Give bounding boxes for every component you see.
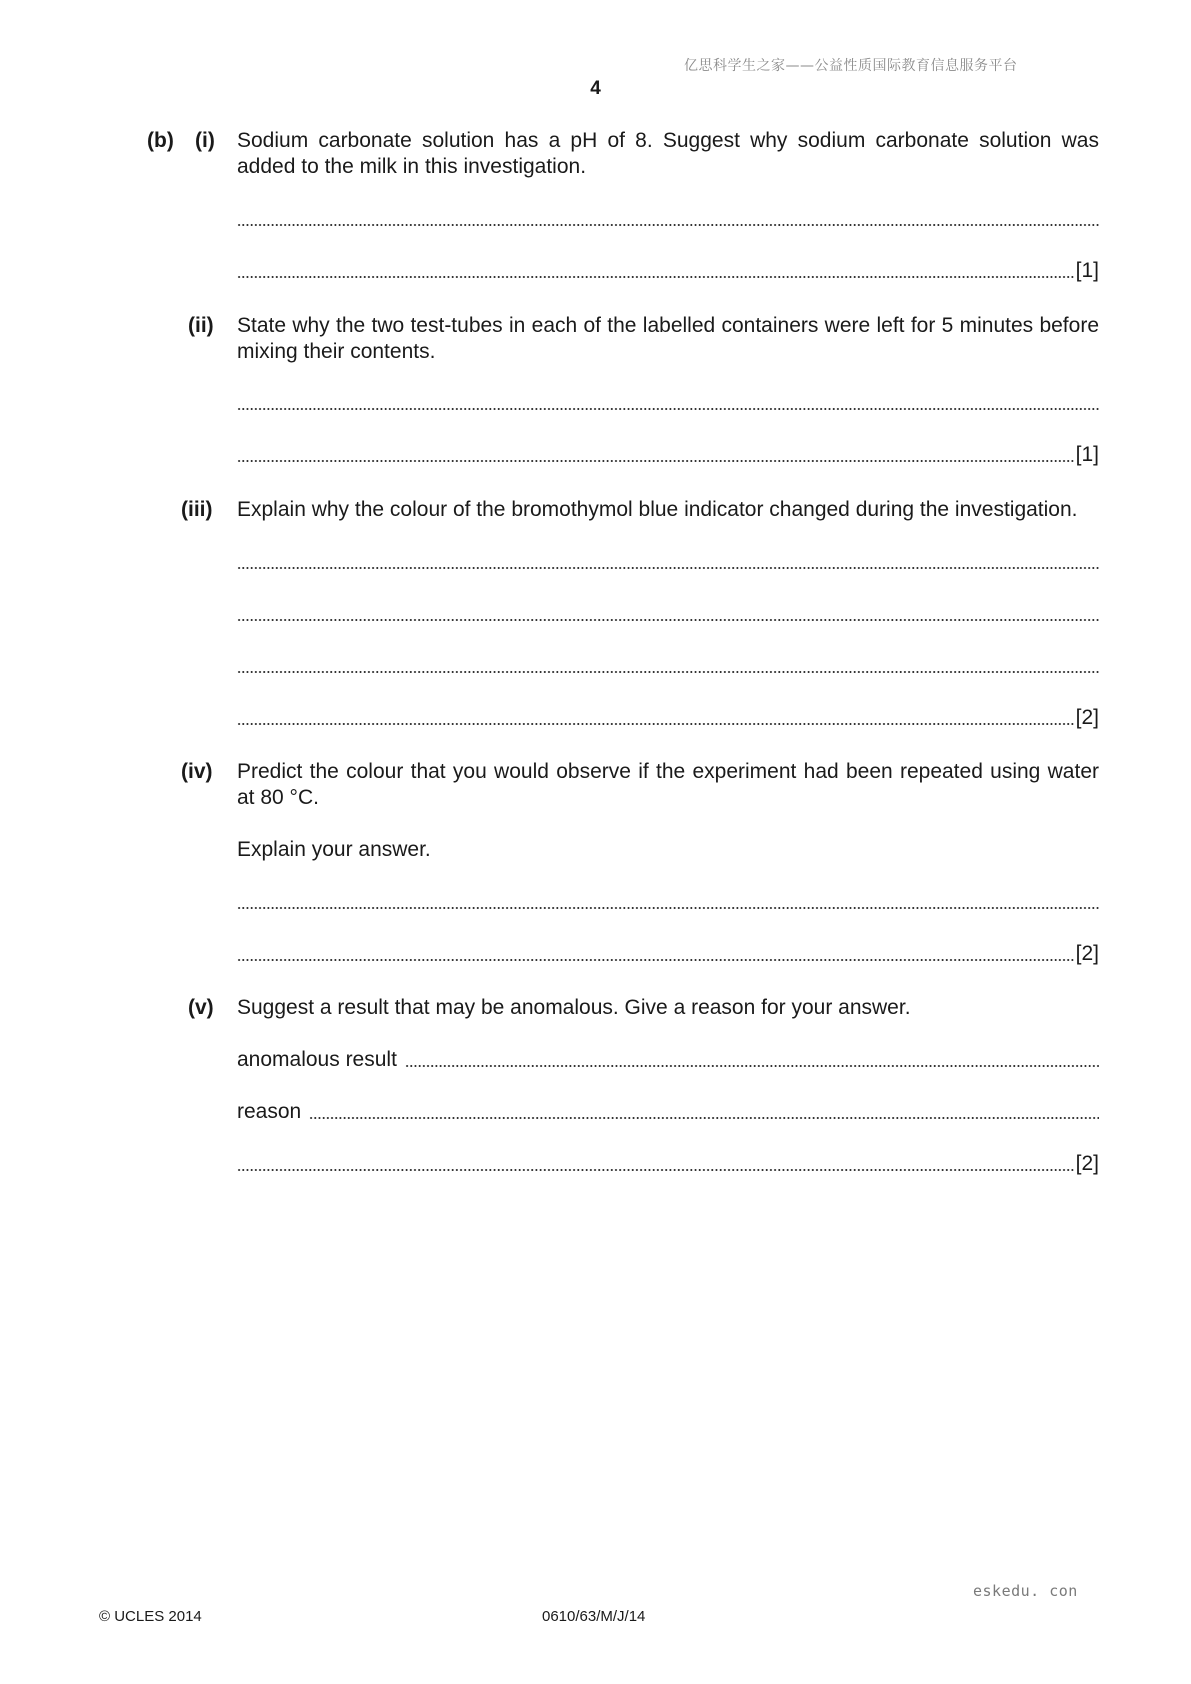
part-i-answer-line-2[interactable] — [237, 258, 1099, 284]
part-iii-mark: [2] — [1075, 706, 1099, 729]
part-iii-answer-line-2[interactable] — [237, 601, 1099, 627]
part-v-label: (v) — [188, 996, 214, 1019]
part-ii-label: (ii) — [188, 314, 214, 337]
reason-label: reason — [237, 1100, 302, 1123]
part-ii-answer-line-2[interactable] — [237, 442, 1099, 468]
part-iv-label: (iv) — [181, 760, 213, 783]
part-i-answer-line-1[interactable] — [237, 206, 1099, 232]
part-iv-subtext: Explain your answer. — [237, 838, 431, 861]
part-iv-mark: [2] — [1075, 942, 1099, 965]
part-iii-answer-line-3[interactable] — [237, 653, 1099, 679]
part-i-label: (i) — [195, 129, 215, 152]
part-iii-answer-line-1[interactable] — [237, 549, 1099, 575]
footer-copyright: © UCLES 2014 — [99, 1608, 202, 1625]
part-ii-question: State why the two test-tubes in each of the labelled containers were left for 5 minutes before mixing their contents. — [237, 314, 1099, 363]
part-b-label: (b) — [147, 129, 174, 152]
part-v-answer-line-3[interactable] — [237, 1151, 1099, 1177]
part-iv-answer-line-1[interactable] — [237, 889, 1099, 915]
reason-line[interactable] — [237, 1099, 1099, 1125]
part-i-mark: [1] — [1075, 259, 1099, 282]
anomalous-result-label: anomalous result — [237, 1048, 397, 1071]
part-iv-answer-line-2[interactable] — [237, 941, 1099, 967]
part-iii-question: Explain why the colour of the bromothymol blue indicator changed during the investigation. — [237, 498, 1078, 521]
footer-paper-code: 0610/63/M/J/14 — [542, 1608, 646, 1625]
part-iii-answer-line-4[interactable] — [237, 705, 1099, 731]
anomalous-result-line[interactable] — [237, 1047, 1099, 1073]
watermark-text: 亿思科学生之家——公益性质国际教育信息服务平台 — [684, 58, 1018, 74]
footer-site: eskedu. con — [973, 1582, 1078, 1600]
part-ii-mark: [1] — [1075, 443, 1099, 466]
part-i-question: Sodium carbonate solution has a pH of 8. Suggest why sodium carbonate solution was added to the milk in this investigation. — [237, 129, 1099, 178]
page-number: 4 — [590, 78, 601, 99]
part-iii-label: (iii) — [181, 498, 213, 521]
part-iv-question: Predict the colour that you would observe if the experiment had been repeated using water at 80 °C. — [237, 760, 1099, 809]
part-v-question: Suggest a result that may be anomalous. Give a reason for your answer. — [237, 996, 911, 1019]
part-v-mark: [2] — [1075, 1152, 1099, 1175]
part-ii-answer-line-1[interactable] — [237, 390, 1099, 416]
